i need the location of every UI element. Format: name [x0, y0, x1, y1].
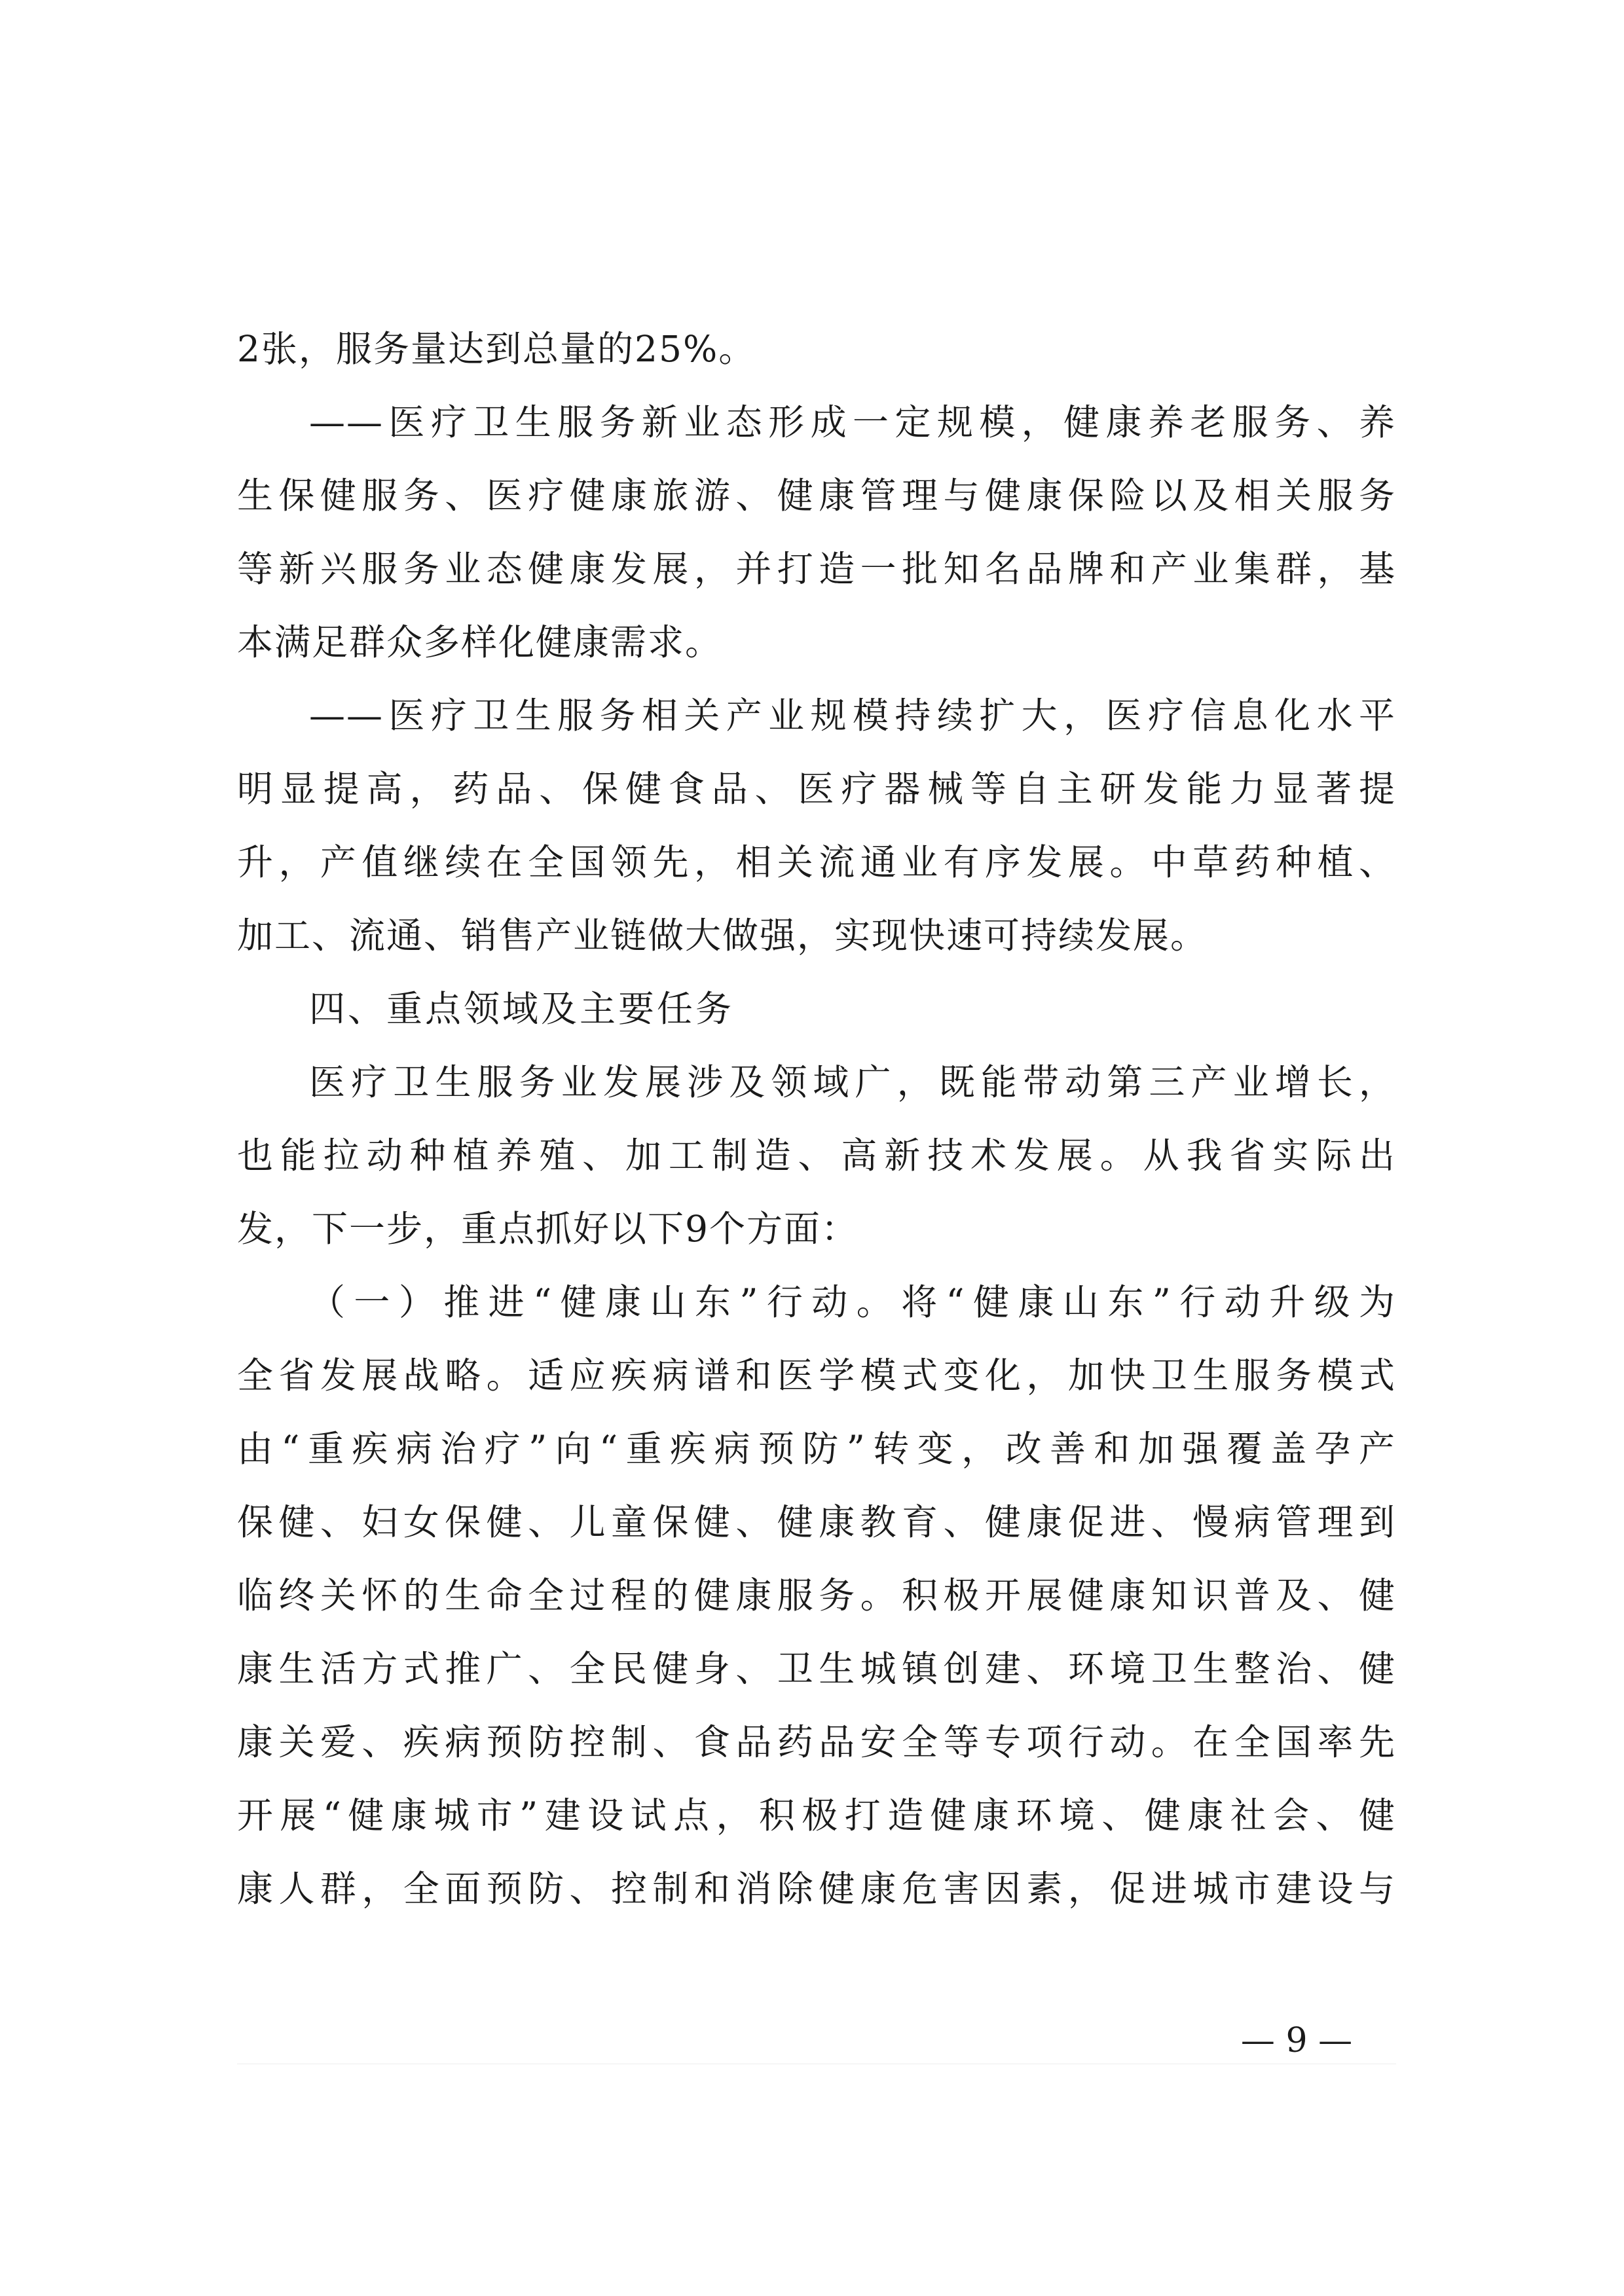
paragraph-line-21: 开展“健康城市”建设试点，积极打造健康环境、健康社会、健: [237, 1795, 1396, 1836]
paragraph-line-7: 明显提高，药品、保健食品、医疗器械等自主研发能力显著提: [237, 768, 1396, 810]
paragraph-line-19: 康生活方式推广、全民健身、卫生城镇创建、环境卫生整治、健: [237, 1648, 1396, 1690]
paragraph-line-2: ——医疗卫生服务新业态形成一定规模，健康养老服务、养: [309, 401, 1396, 443]
paragraph-line-12: 也能拉动种植养殖、加工制造、高新技术发展。从我省实际出: [237, 1135, 1396, 1176]
paragraph-line-9: 加工、流通、销售产业链做大做强，实现快速可持续发展。: [237, 915, 1208, 957]
section-heading: 四、重点领域及主要任务: [309, 988, 735, 1030]
paragraph-line-22: 康人群，全面预防、控制和消除健康危害因素，促进城市建设与: [237, 1868, 1396, 1910]
paragraph-line-6: ——医疗卫生服务相关产业规模持续扩大，医疗信息化水平: [309, 695, 1396, 737]
paragraph-line-15: 全省发展战略。适应疾病谱和医学模式变化，加快卫生服务模式: [237, 1355, 1396, 1396]
paragraph-line-11: 医疗卫生服务业发展涉及领域广，既能带动第三产业增长，: [309, 1061, 1396, 1103]
page-number: — 9 —: [1240, 2021, 1353, 2060]
paragraph-line-16: 由“重疾病治疗”向“重疾病预防”转变，改善和加强覆盖孕产: [237, 1428, 1396, 1470]
paragraph-line-14: （一）推进“健康山东”行动。将“健康山东”行动升级为: [309, 1281, 1396, 1323]
paragraph-line-4: 等新兴服务业态健康发展，并打造一批知名品牌和产业集群，基: [237, 548, 1396, 590]
paragraph-line-3: 生保健服务、医疗健康旅游、健康管理与健康保险以及相关服务: [237, 475, 1396, 517]
paragraph-line-13: 发，下一步，重点抓好以下9个方面：: [237, 1208, 858, 1250]
paragraph-line-17: 保健、妇女保健、儿童保健、健康教育、健康促进、慢病管理到: [237, 1501, 1396, 1543]
paragraph-line-1: 2张，服务量达到总量的25%。: [237, 328, 756, 370]
paragraph-line-5: 本满足群众多样化健康需求。: [237, 621, 723, 663]
paragraph-line-18: 临终关怀的生命全过程的健康服务。积极开展健康知识普及、健: [237, 1575, 1396, 1616]
paragraph-line-8: 升，产值继续在全国领先，相关流通业有序发展。中草药种植、: [237, 841, 1396, 883]
paragraph-line-20: 康关爱、疾病预防控制、食品药品安全等专项行动。在全国率先: [237, 1721, 1396, 1763]
